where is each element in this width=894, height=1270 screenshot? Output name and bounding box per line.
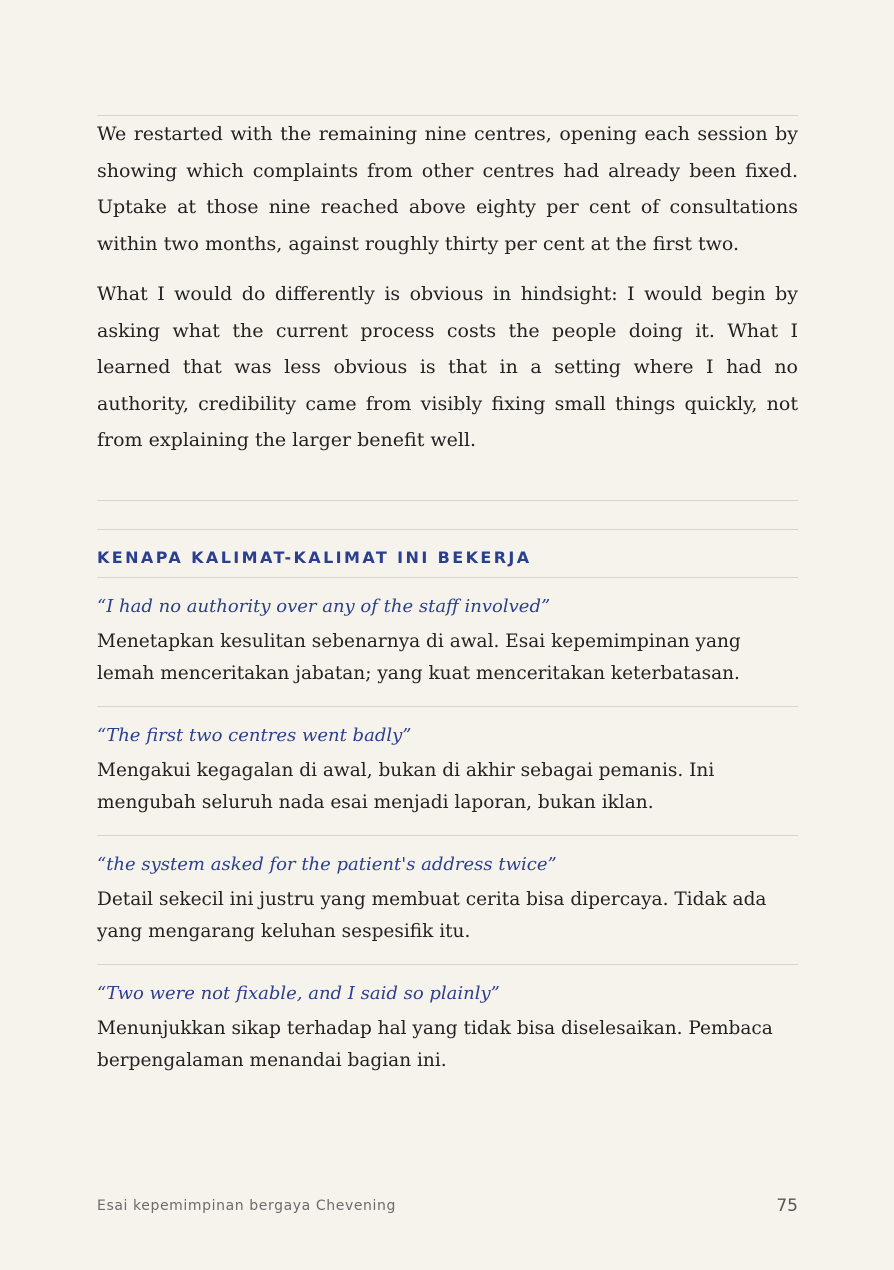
analysis-explanation: Mengakui kegagalan di awal, bukan di akhir sebagai pemanis. Ini mengubah seluruh nada esai menjadi laporan, bukan iklan. [97, 759, 715, 813]
analysis-item [97, 965, 798, 1093]
analysis-explanation: Menunjukkan sikap terhadap hal yang tidak bisa diselesaikan. Pembaca berpengalaman menandai bagian ini. [97, 1017, 773, 1071]
footer-title: Esai kepemimpinan bergaya Chevening [97, 1198, 396, 1214]
analysis-item [97, 836, 798, 965]
analysis-explanation: Menetapkan kesulitan sebenarnya di awal. Esai kepemimpinan yang lemah menceritakan jabatan; yang kuat menceritakan keterbatasan. [97, 630, 741, 684]
analysis-list [97, 578, 798, 1093]
section-divider-lower [97, 529, 798, 530]
analysis-quote: “I had no authority over any of the staff involved” [97, 595, 551, 617]
analysis-item [97, 707, 798, 836]
body-paragraph-1: We restarted with the remaining nine centres, opening each session by showing which complaints from other centres had already been fixed. Uptake at those nine reached above eighty per cent of consultations within two months, against roughly thirty per cent at the first two. [97, 123, 798, 255]
section-divider-upper [97, 500, 798, 501]
page-content [97, 115, 798, 1093]
analysis-quote: “Two were not fixable, and I said so plainly” [97, 982, 500, 1004]
analysis-quote: “the system asked for the patient's address twice” [97, 853, 557, 875]
body-paragraph-2: What I would do differently is obvious in hindsight: I would begin by asking what the current process costs the people doing it. What I learned that was less obvious is that in a setting where I had no authority, credibility came from visibly fixing small things quickly, not from explaining the larger benefit well. [97, 283, 798, 451]
analysis-heading: KENAPA KALIMAT-KALIMAT INI BEKERJA [97, 547, 532, 567]
analysis-explanation: Detail sekecil ini justru yang membuat cerita bisa dipercaya. Tidak ada yang mengarang keluhan sespesifik itu. [97, 888, 767, 942]
analysis-item [97, 578, 798, 707]
analysis-quote: “The first two centres went badly” [97, 724, 412, 746]
page-number: 75 [776, 1196, 798, 1216]
